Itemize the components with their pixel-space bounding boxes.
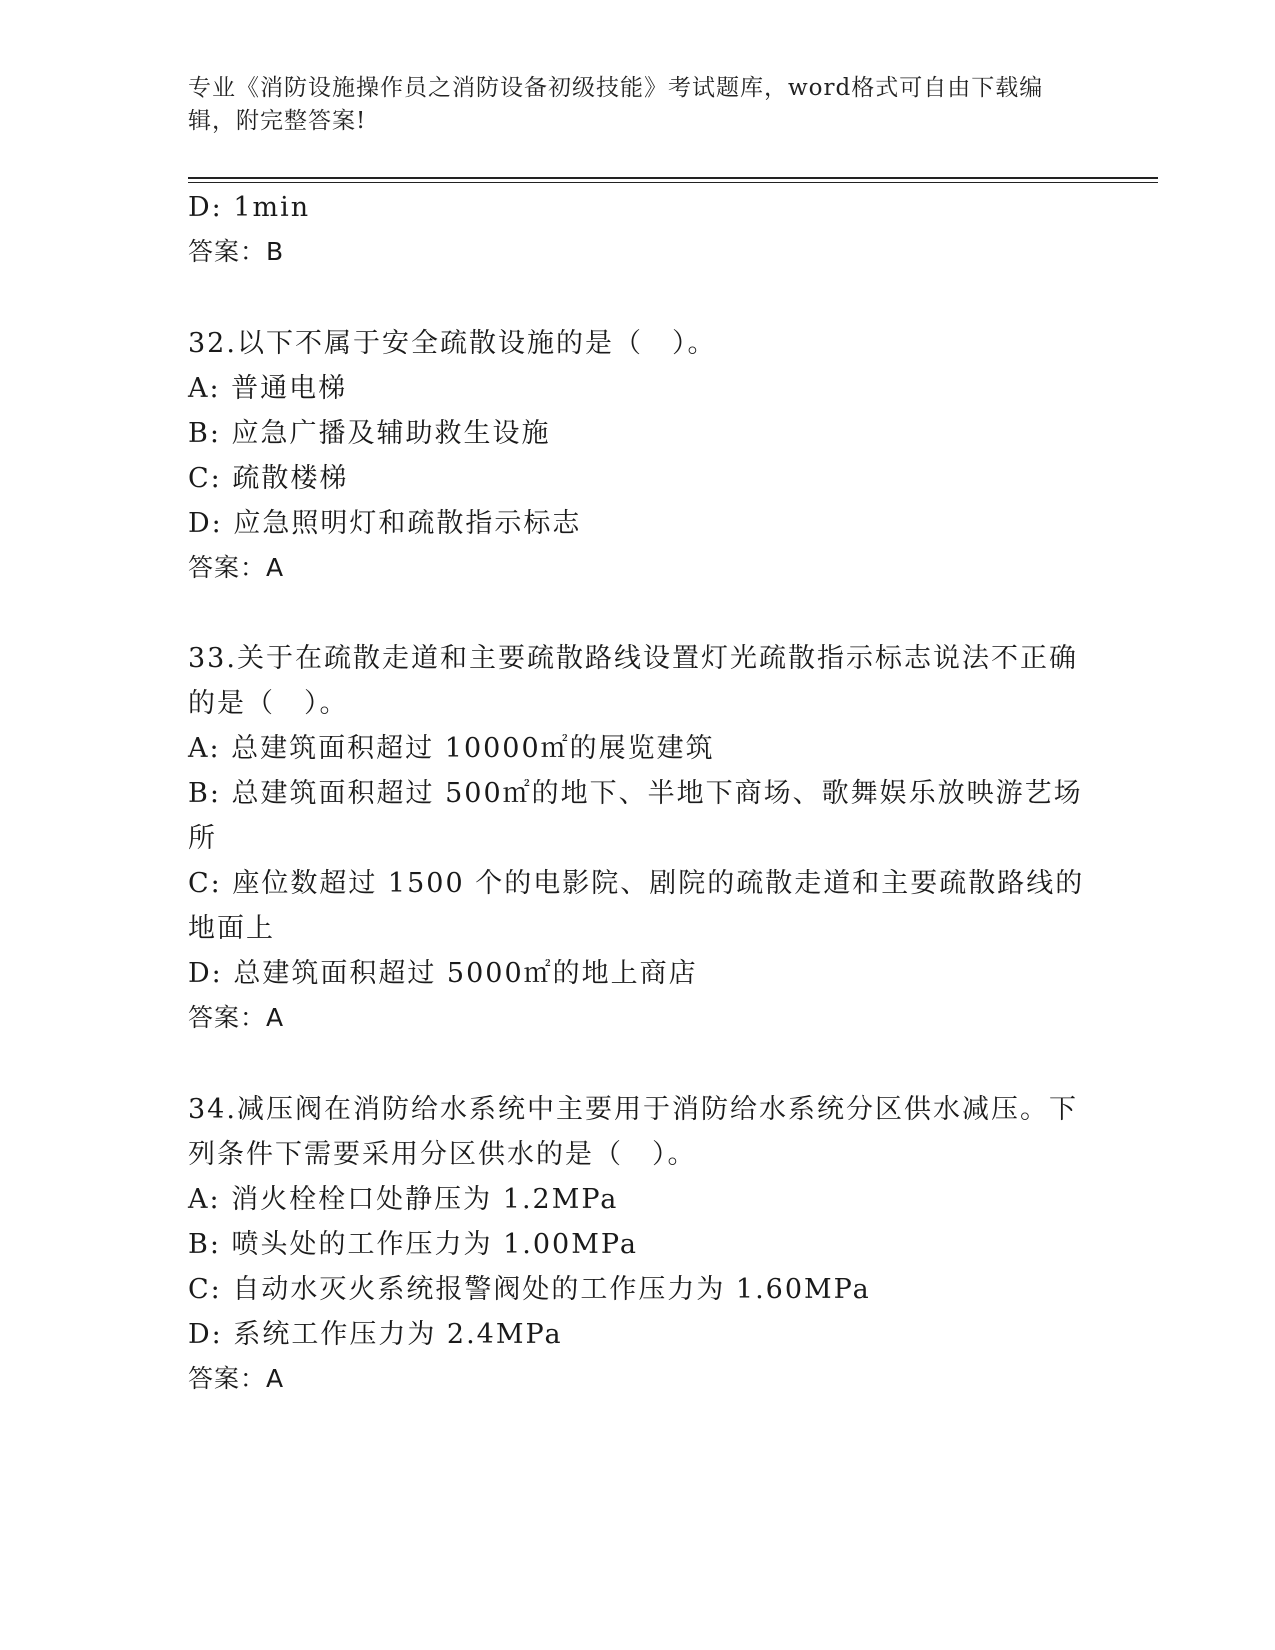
q33-answer: 答案：A <box>188 1003 285 1032</box>
q34-option-d: D: 系统工作压力为 2.4MPa <box>188 1319 563 1350</box>
q33-option-d: D: 总建筑面积超过 5000㎡的地上商店 <box>188 958 698 989</box>
header-line-2: 辑，附完整答案! <box>188 108 367 134</box>
q32-answer: 答案：A <box>188 553 285 582</box>
q34-stem-line-1: 34.减压阀在消防给水系统中主要用于消防给水系统分区供水减压。下 <box>188 1094 1078 1125</box>
q32-option-b: B: 应急广播及辅助救生设施 <box>188 418 551 449</box>
q33-option-c-line-1: C: 座位数超过 1500 个的电影院、剧院的疏散走道和主要疏散路线的 <box>188 868 1085 899</box>
q31-option-d: D: 1min <box>188 192 311 223</box>
q33-stem-line-2: 的是（ ）。 <box>188 688 349 719</box>
q33-option-c-line-2: 地面上 <box>188 913 275 944</box>
q33-option-b-line-1: B: 总建筑面积超过 500㎡的地下、半地下商场、歌舞娱乐放映游艺场 <box>188 778 1083 809</box>
q34-option-c: C: 自动水灭火系统报警阀处的工作压力为 1.60MPa <box>188 1274 871 1305</box>
header-divider-thin <box>188 182 1158 183</box>
page-header <box>188 72 1088 138</box>
q33-stem-line-1: 33.关于在疏散走道和主要疏散路线设置灯光疏散指示标志说法不正确 <box>188 643 1078 674</box>
q34-stem-line-2: 列条件下需要采用分区供水的是（ ）。 <box>188 1139 697 1170</box>
q32-stem: 32.以下不属于安全疏散设施的是（ ）。 <box>188 328 717 359</box>
q34-option-a: A: 消火栓栓口处静压为 1.2MPa <box>188 1184 619 1215</box>
q32-option-d: D: 应急照明灯和疏散指示标志 <box>188 508 582 539</box>
q33-option-b-line-2: 所 <box>188 823 217 854</box>
q32-option-a: A: 普通电梯 <box>188 373 348 404</box>
header-line-1: 专业《消防设施操作员之消防设备初级技能》考试题库，word格式可自由下载编 <box>188 75 1044 101</box>
q33-option-a: A: 总建筑面积超过 10000㎡的展览建筑 <box>188 733 715 764</box>
q31-answer: 答案：B <box>188 237 285 266</box>
q34-option-b: B: 喷头处的工作压力为 1.00MPa <box>188 1229 638 1260</box>
header-divider-thick <box>188 177 1158 179</box>
q32-option-c: C: 疏散楼梯 <box>188 463 349 494</box>
q34-answer: 答案：A <box>188 1364 285 1393</box>
